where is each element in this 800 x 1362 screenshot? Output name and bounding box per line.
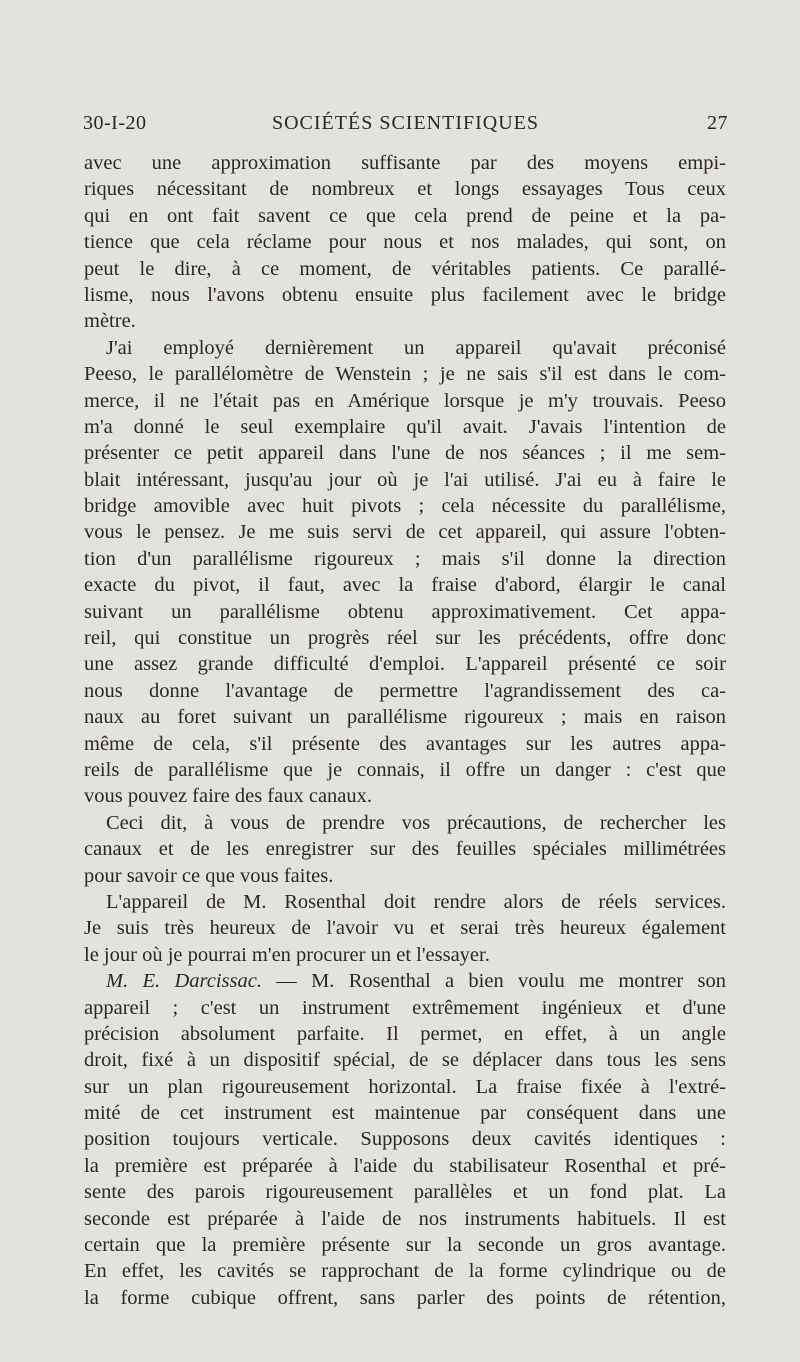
text-line: présenter ce petit appareil dans l'une de nos séances ; il me sem- <box>84 442 726 465</box>
text-line: J'ai employé dernièrement un appareil qu'avait préconisé <box>106 336 726 359</box>
text-line: tience que cela réclame pour nous et nos malades, qui sont, on <box>84 231 726 254</box>
text-line: riques nécessitant de nombreux et longs essayages Tous ceux <box>84 178 726 201</box>
text-line: position toujours verticale. Supposons deux cavités identiques : <box>84 1128 726 1151</box>
text-line: sur un plan rigoureusement horizontal. La fraise fixée à l'extré- <box>84 1075 726 1098</box>
text-line: m'a donné le seul exemplaire qu'il avait. J'avais l'intention de <box>84 415 726 438</box>
text-line: vous le pensez. Je me suis servi de cet appareil, qui assure l'obten- <box>84 521 726 544</box>
text-line: le jour où je pourrai m'en procurer un et l'essayer. <box>84 943 490 966</box>
text-line: Je suis très heureux de l'avoir vu et serai très heureux également <box>84 917 726 940</box>
text-line: nous donne l'avantage de permettre l'agrandissement des ca- <box>84 679 726 702</box>
text-line: Ceci dit, à vous de prendre vos précautions, de rechercher les <box>106 811 726 834</box>
text-line: lisme, nous l'avons obtenu ensuite plus facilement avec le bridge <box>84 283 726 306</box>
running-header <box>83 112 728 142</box>
text-line: peut le dire, à ce moment, de véritables patients. Ce parallé- <box>84 257 726 280</box>
text-line: merce, il ne l'était pas en Amérique lorsque je m'y trouvais. Peeso <box>84 389 726 412</box>
speaker-line <box>84 968 726 994</box>
header-date: 30-I-20 <box>83 112 147 134</box>
text-line: avec une approximation suffisante par des moyens empi- <box>84 152 726 174</box>
text-line: mètre. <box>84 310 136 333</box>
text-line: reils de parallélisme que je connais, il offre un danger : c'est que <box>84 758 726 781</box>
text-line: reil, qui constitue un progrès réel sur les précédents, offre donc <box>84 627 726 650</box>
text-line: tion d'un parallélisme rigoureux ; mais s'il donne la direction <box>84 547 726 570</box>
text-line: naux au foret suivant un parallélisme rigoureux ; mais en raison <box>84 706 726 729</box>
speaker-text: — M. Rosenthal a bien voulu me montrer son <box>276 970 726 993</box>
body-text <box>84 150 726 1311</box>
header-title: SOCIÉTÉS SCIENTIFIQUES <box>271 112 539 134</box>
text-line: vous pouvez faire des faux canaux. <box>84 785 373 808</box>
text-line: même de cela, s'il présente des avantages sur les autres appa- <box>84 732 726 755</box>
text-line: blait intéressant, jusqu'au jour où je l'ai utilisé. J'ai eu à faire le <box>84 468 726 491</box>
text-line: canaux et de les enregistrer sur des feuilles spéciales millimétrées <box>84 838 726 861</box>
text-line: appareil ; c'est un instrument extrêmement ingénieux et d'une <box>84 996 726 1019</box>
text-line: L'appareil de M. Rosenthal doit rendre alors de réels services. <box>106 890 726 913</box>
text-line: une assez grande difficulté d'emploi. L'appareil présenté ce soir <box>84 653 726 676</box>
text-line: Peeso, le parallélomètre de Wenstein ; je ne sais s'il est dans le com- <box>84 363 726 386</box>
speaker-name: M. E. Darcissac. <box>106 970 262 993</box>
text-line: la forme cubique offrent, sans parler des points de rétention, <box>84 1286 726 1309</box>
text-line: pour savoir ce que vous faites. <box>84 864 334 887</box>
text-line: seconde est préparée à l'aide de nos instruments habituels. Il est <box>84 1207 726 1230</box>
text-line: En effet, les cavités se rapprochant de la forme cylindrique ou de <box>84 1260 726 1283</box>
text-line: la première est préparée à l'aide du stabilisateur Rosenthal et pré- <box>84 1154 726 1177</box>
text-line: mité de cet instrument est maintenue par conséquent dans une <box>84 1102 726 1125</box>
text-line: sente des parois rigoureusement parallèles et un fond plat. La <box>84 1181 726 1204</box>
text-line: exacte du pivot, il faut, avec la fraise d'abord, élargir le canal <box>84 574 726 597</box>
text-line: précision absolument parfaite. Il permet, en effet, à un angle <box>84 1022 726 1045</box>
text-line: suivant un parallélisme obtenu approximativement. Cet appa- <box>84 600 726 623</box>
text-line: qui en ont fait savent ce que cela prend de peine et la pa- <box>84 204 726 227</box>
text-line: certain que la première présente sur la seconde un gros avantage. <box>84 1234 726 1257</box>
text-line: bridge amovible avec huit pivots ; cela nécessite du parallélisme, <box>84 495 726 518</box>
text-line: droit, fixé à un dispositif spécial, de se déplacer dans tous les sens <box>84 1049 726 1072</box>
page-number: 27 <box>707 112 728 134</box>
